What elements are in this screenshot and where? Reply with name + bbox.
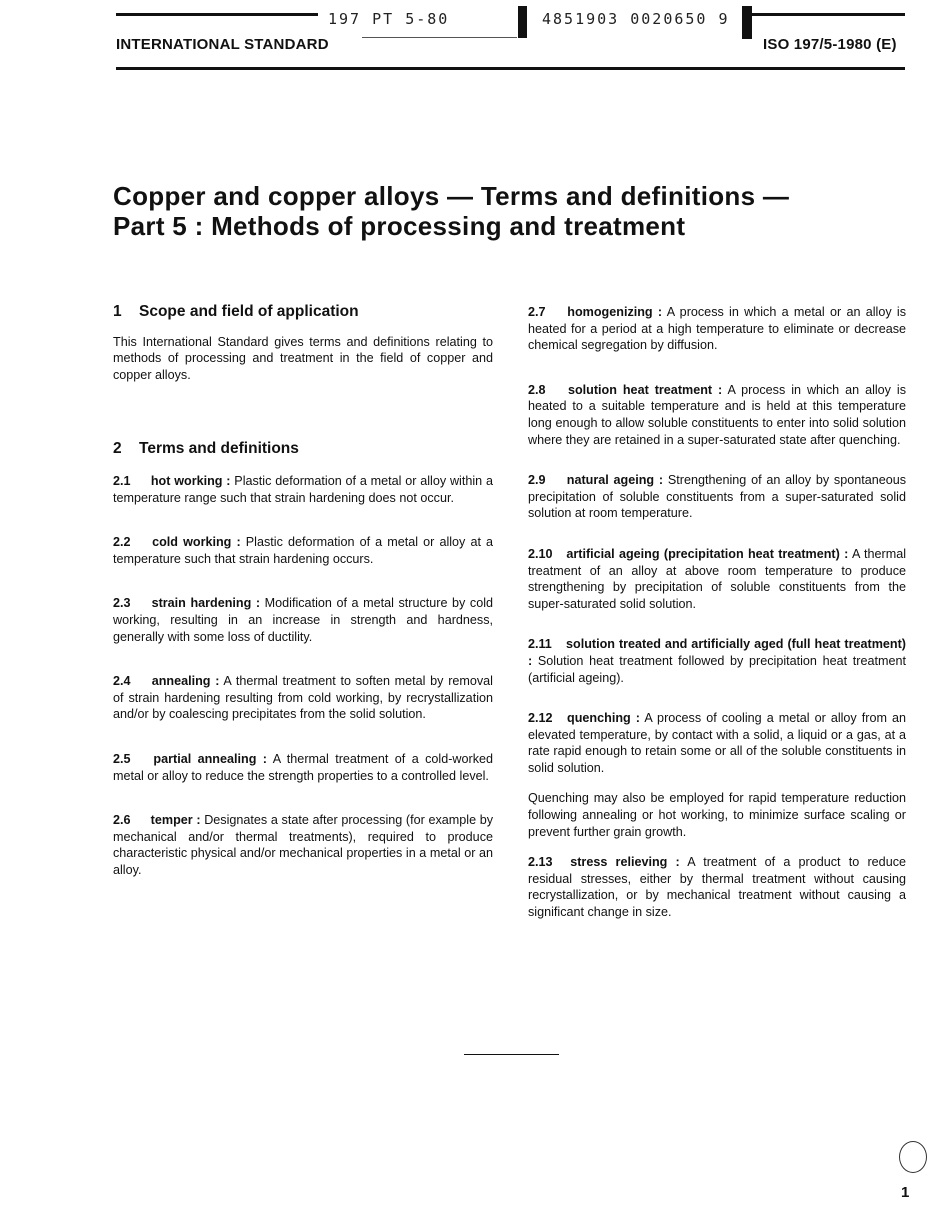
term-2-10 xyxy=(528,546,906,612)
term-2-11 xyxy=(528,636,906,686)
section-2-number: 2 xyxy=(113,440,122,458)
term-number: 2.11 xyxy=(528,637,552,652)
document-title xyxy=(113,181,873,241)
term-name: temper : xyxy=(150,813,201,828)
term-name: homogenizing : xyxy=(567,305,663,319)
term-2-7 xyxy=(528,304,906,354)
title-line-2: Part 5 : Methods of processing and treatment xyxy=(113,211,686,241)
term-definition: Plastic deformation of a metal or alloy within a temperature range such that strain hardening does not occur. xyxy=(113,473,493,505)
header-black-bar-2 xyxy=(742,6,752,39)
term-name: annealing : xyxy=(151,674,220,689)
term-definition: A thermal treatment to soften metal by removal of strain hardening resulting from cold working, by recrystallization and/or by coalescing precipitates from the solid solution. xyxy=(113,674,493,722)
term-2-13 xyxy=(528,854,906,920)
section-2-heading xyxy=(113,441,493,458)
term-2-2 xyxy=(113,534,493,567)
term-number: 2.7 xyxy=(528,305,546,319)
term-number: 2.12 xyxy=(528,711,553,726)
title-line-1: Copper and copper alloys — Terms and definitions — xyxy=(113,181,790,211)
term-name: strain hardening : xyxy=(151,596,261,611)
term-number: 2.13 xyxy=(528,855,553,870)
term-definition: A thermal treatment of an alloy at above room temperature to produce strengthening by precipitation of soluble constituents from the super-saturated solid solution. xyxy=(528,546,906,611)
term-number: 2.1 xyxy=(113,473,131,488)
header-code-left: 197 PT 5-80 xyxy=(328,10,450,28)
section-1-title: Scope and field of application xyxy=(139,303,359,320)
term-definition: A treatment of a product to reduce residual stresses, either by thermal treatment without causing recrystallization, or by mechanical treatment without causing a significant change in size. xyxy=(528,855,906,920)
header-rule-right xyxy=(752,13,905,16)
term-number: 2.10 xyxy=(528,546,553,561)
term-definition: A process in which a metal or an alloy is heated for a period at a high temperature to eliminate or decrease chemical segregation by diffusion. xyxy=(528,305,907,353)
term-name: quenching : xyxy=(567,711,640,726)
term-2-8 xyxy=(528,382,906,448)
term-name: stress relieving : xyxy=(570,855,680,870)
header-rule-left xyxy=(116,13,318,16)
term-2-12 xyxy=(528,710,906,776)
term-number: 2.2 xyxy=(113,535,131,550)
term-number: 2.4 xyxy=(113,674,131,689)
term-number: 2.9 xyxy=(528,473,546,488)
term-name: artificial ageing (precipitation heat treatment) : xyxy=(566,546,849,561)
term-definition: Solution heat treatment followed by precipitation heat treatment (artificial ageing). xyxy=(528,653,906,685)
term-2-1 xyxy=(113,473,493,506)
left-column xyxy=(113,304,493,878)
section-2-title: Terms and definitions xyxy=(139,440,299,458)
term-2-9 xyxy=(528,472,906,522)
term-2-3 xyxy=(113,595,493,645)
header-bottom-rule xyxy=(116,67,905,70)
page-number: 1 xyxy=(901,1184,910,1201)
section-1-heading xyxy=(113,304,493,321)
header-code-right: 4851903 0020650 9 xyxy=(542,10,730,28)
term-definition: Plastic deformation of a metal or alloy at a temperature such that strain hardening occurs. xyxy=(113,535,494,566)
section-1-text: This International Standard gives terms and definitions relating to methods of processing and treatment in the field of copper and copper alloys. xyxy=(113,334,493,382)
quenching-note: Quenching may also be employed for rapid temperature reduction following annealing or hot working, to minimize surface scaling or prevent further grain growth. xyxy=(528,791,906,839)
term-number: 2.8 xyxy=(528,382,546,397)
term-definition: Strengthening of an alloy by spontaneous precipitation of soluble constituents from a super-saturated solid solution at room temperature. xyxy=(528,473,907,521)
section-1-number: 1 xyxy=(113,303,122,320)
term-name: natural ageing : xyxy=(566,473,664,488)
header-label-left: INTERNATIONAL STANDARD xyxy=(116,36,329,53)
term-name: solution heat treatment : xyxy=(567,382,723,397)
end-rule xyxy=(464,1054,559,1055)
header-label-right: ISO 197/5-1980 (E) xyxy=(763,36,897,53)
term-definition: A process of cooling a metal or alloy from an elevated temperature, by contact with a solid, a liquid or a gas, at a rate rapid enough to retain some or all of the soluble constituents in solid solution. xyxy=(528,711,906,775)
term-name: hot working : xyxy=(150,473,231,488)
term-number: 2.3 xyxy=(113,596,131,611)
header-black-bar-1 xyxy=(518,6,527,38)
term-name: cold working : xyxy=(152,535,241,550)
term-name: partial annealing : xyxy=(153,751,267,766)
right-column xyxy=(528,304,906,921)
term-2-5 xyxy=(113,751,493,784)
header-thin-rule xyxy=(362,37,517,38)
term-definition: A process in which an alloy is heated to a suitable temperature and is held at this temperature long enough to allow soluble constituents to enter into solid solution where they are retained in a super-saturated state after quenching. xyxy=(528,382,907,447)
term-2-4 xyxy=(113,673,493,723)
term-definition: A thermal treatment of a cold-worked metal or alloy to reduce the strength properties to a controlled level. xyxy=(113,751,494,783)
term-number: 2.6 xyxy=(113,813,131,828)
term-number: 2.5 xyxy=(113,751,131,766)
term-definition: Designates a state after processing (for example by mechanical and/or thermal treatments), required to produce characteristic physical and/or mechanical properties in a metal or an alloy. xyxy=(113,813,494,877)
page-corner-circle xyxy=(899,1141,927,1173)
term-definition: Modification of a metal structure by cold working, resulting in an increase in strength and hardness, generally with some loss of ductility. xyxy=(113,596,494,644)
term-2-6 xyxy=(113,812,493,878)
term-name: solution treated and artificially aged (full heat treatment) : xyxy=(528,637,907,668)
